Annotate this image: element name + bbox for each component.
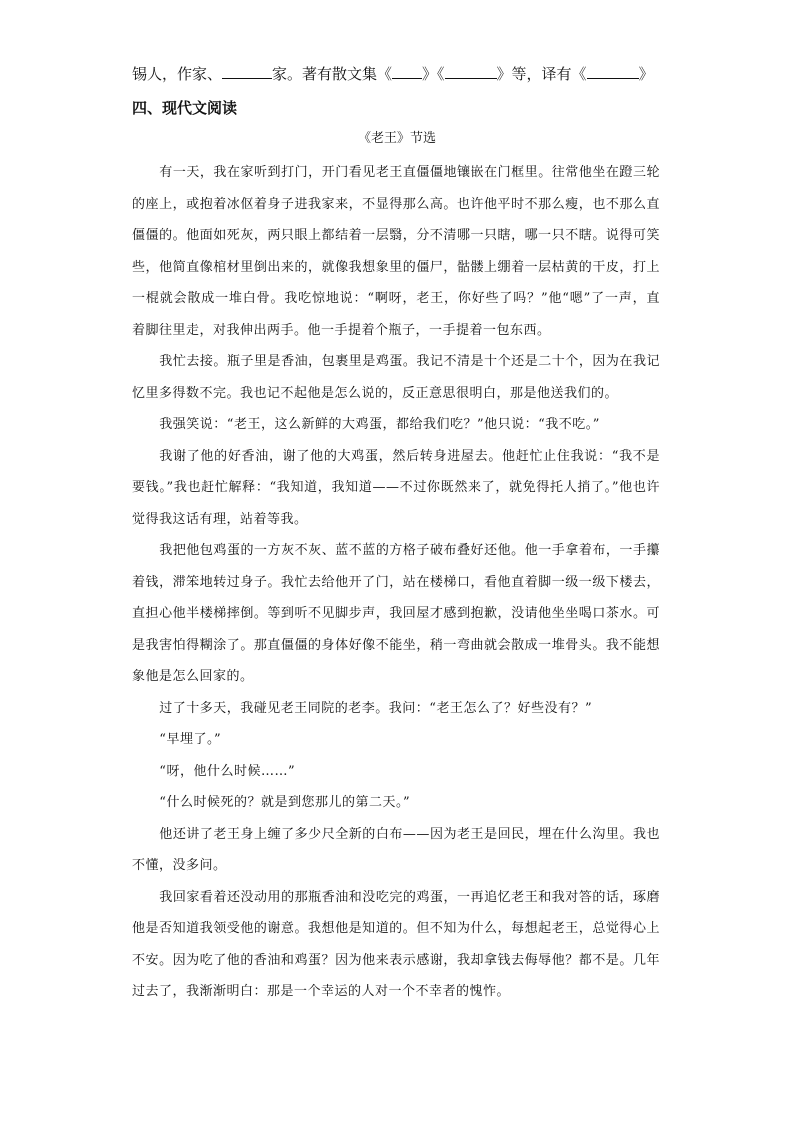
answer-blank-3[interactable] (445, 64, 497, 79)
question-text-5: 》 (638, 65, 654, 83)
answer-blank-2[interactable] (392, 64, 422, 79)
paragraph: “早埋了。” (159, 732, 222, 747)
paragraph: “呀，他什么时候……” (159, 763, 296, 779)
question-text-3: 》《 (422, 65, 445, 83)
passage-title: 《老王》节选 (357, 131, 436, 146)
paragraph: 我回家看着还没动用的那瓶香油和没吃完的鸡蛋，一再追忆老王和我对答的话，琢磨他是否知道我领受他的谢意。我想他是知道的。但不知为什么，每想起老王，总觉得心上不安。因为吃了他的香油和鸡蛋？因为他来表示感谢，我却拿钱去侮辱他？都不是。几年过去了，我渐渐明白：那是一个幸运的人对一个不幸者的愧怍。 (132, 889, 660, 999)
paragraph: 我忙去接。瓶子里是香油，包裹里是鸡蛋。我记不清是十个还是二十个，因为在我记忆里多得数不完。我也记不起他是怎么说的，反正意思很明白，那是他送我们的。 (132, 354, 660, 401)
paragraph: 他还讲了老王身上缠了多少尺全新的白布——因为老王是回民，埋在什么沟里。我也不懂，没多问。 (132, 826, 660, 873)
answer-blank-1[interactable] (222, 64, 272, 79)
fill-in-question (132, 62, 672, 86)
answer-blank-4[interactable] (587, 64, 639, 79)
paragraph: 我谢了他的好香油，谢了他的大鸡蛋，然后转身进屋去。他赶忙止住我说：“我不是要钱。”我也赶忙解释：“我知道，我知道——不过你既然来了，就免得托人捎了。”他也许觉得我这话有理，站着等我。 (132, 448, 660, 527)
paragraph: “什么时候死的？就是到您那儿的第二天。” (159, 795, 411, 810)
paragraph: 有一天，我在家听到打门，开门看见老王直僵僵地镶嵌在门框里。往常他坐在蹬三轮的座上，或抱着冰伛着身子进我家来，不显得那么高。也许他平时不那么瘦，也不那么直僵僵的。他面如死灰，两只眼上都结着一层翳，分不清哪一只瞎，哪一只不瞎。说得可笑些，他简直像棺材里倒出来的，就像我想象里的僵尸，骷髅上绷着一层枯黄的干皮，打上一棍就会散成一堆白骨。我吃惊地说：“啊呀，老王，你好些了吗？”他“嗯”了一声，直着脚往里走，对我伸出两手。他一手提着个瓶子，一手提着一包东西。 (132, 165, 660, 338)
paragraph: 过了十多天，我碰见老王同院的老李。我问：“老王怎么了？好些没有？” (159, 700, 593, 716)
question-text-4: 》等，译有《 (496, 65, 587, 83)
section-heading: 四、现代文阅读 (132, 99, 238, 117)
passage-body (132, 157, 660, 1008)
question-text-1: 锡人，作家、 (132, 65, 223, 83)
question-text-2: 家。著有散文集《 (272, 65, 393, 83)
paragraph: 我强笑说：“老王，这么新鲜的大鸡蛋，都给我们吃？”他只说：“我不吃。” (159, 417, 600, 432)
paragraph: 我把他包鸡蛋的一方灰不灰、蓝不蓝的方格子破布叠好还他。他一手拿着布，一手攥着钱，滞笨地转过身子。我忙去给他开了门，站在楼梯口，看他直着脚一级一级下楼去，直担心他半楼梯摔倒。等到听不见脚步声，我回屋才感到抱歉，没请他坐坐喝口茶水。可是我害怕得糊涂了。那直僵僵的身体好像不能坐，稍一弯曲就会散成一堆骨头。我不能想象他是怎么回家的。 (132, 543, 660, 684)
